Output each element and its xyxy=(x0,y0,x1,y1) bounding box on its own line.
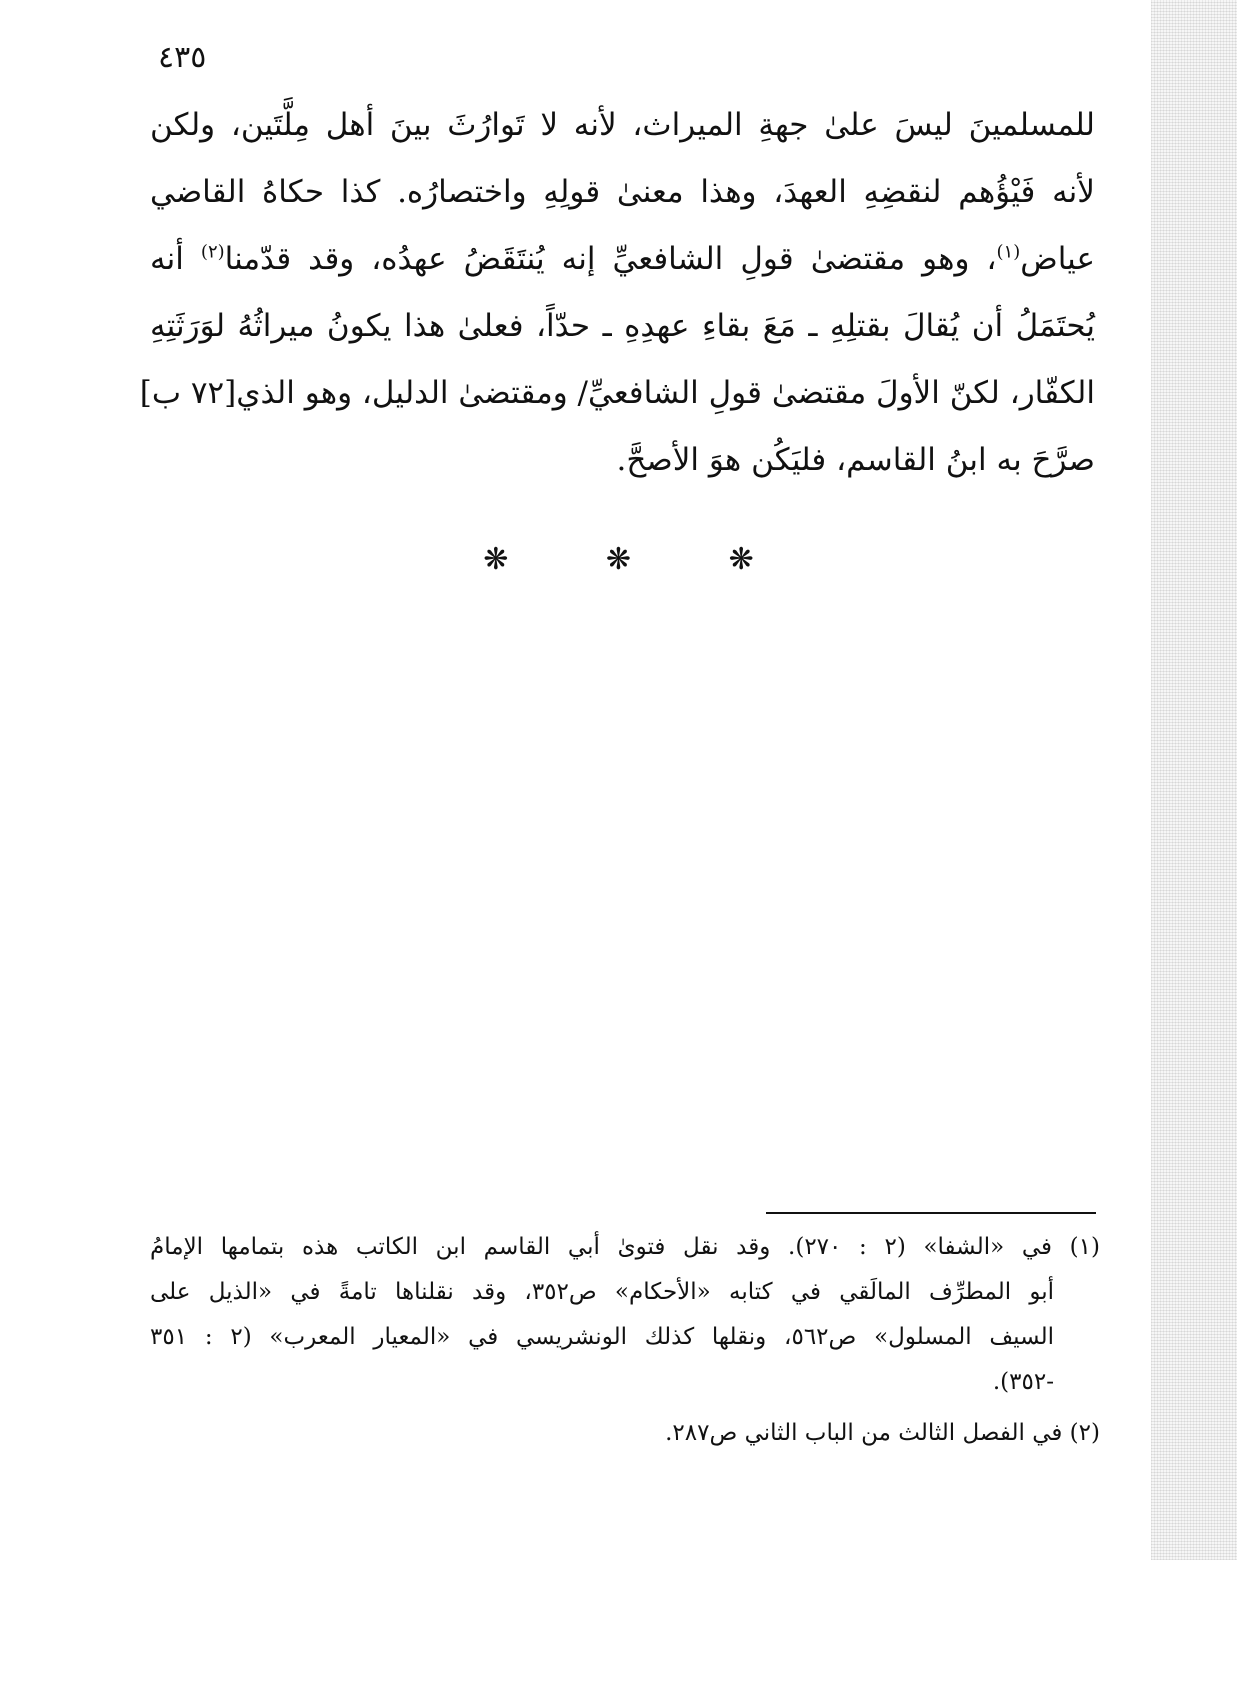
text-line-6: صرَّحَ به ابنُ القاسم، فليَكُن هوَ الأصحَّ. xyxy=(616,442,1095,478)
main-paragraph xyxy=(139,92,1096,494)
footnote-1-line-1: (١) في «الشفا» (٢ : ٢٧٠). وقد نقل فتوىٰ أبي القاسم ابن الكاتب هذه بتمامها الإمامُ xyxy=(150,1234,1100,1260)
footnote-ref-2[interactable]: (٢) xyxy=(200,241,225,263)
footnote-1-line-2: أبو المطرِّف المالَقي في كتابه «الأحكام» ص٣٥٢، وقد نقلناها تامةً في «الذيل على xyxy=(150,1279,1054,1305)
footnote-2-line-1: (٢) في الفصل الثالث من الباب الثاني ص٢٨٧. xyxy=(665,1420,1100,1446)
asterism-icon: ❋ xyxy=(483,542,509,577)
page-number: ٤٣٥ xyxy=(158,40,207,75)
footnote-1-line-3: السيف المسلول» ص٥٦٢، ونقلها كذلك الونشريسي في «المعيار المعرب» (٢ : ٣٥١ xyxy=(150,1324,1055,1350)
footnotes xyxy=(150,1225,1100,1462)
text-line-3-part-a: عياض xyxy=(1020,241,1096,277)
asterism-icon: ❋ xyxy=(728,542,754,577)
text-line-4: يُحتَمَلُ أن يُقالَ بقتلِهِ ـ مَعَ بقاءِ عهدِهِ ـ حدّاً، فعلىٰ هذا يكونُ ميراثُهُ لوَرَثَتِهِ xyxy=(150,308,1095,344)
footnote-1 xyxy=(150,1225,1100,1405)
text-line-3 xyxy=(150,226,1095,293)
text-line-2: لأنه فَيْؤُهم لنقضِهِ العهدَ، وهذا معنىٰ قولِهِ واختصارُه. كذا حكاهُ القاضي xyxy=(150,174,1095,210)
scan-edge-texture xyxy=(1151,0,1237,1560)
section-divider-ornament xyxy=(0,542,1237,577)
text-line-3-part-b: ، وهو مقتضىٰ قولِ الشافعيِّ إنه يُنتَقَضُ عهدُه، وقد قدّمنا xyxy=(224,241,997,277)
footnote-ref-1[interactable]: (١) xyxy=(996,241,1021,263)
main-text xyxy=(139,92,1096,494)
asterism-icon: ❋ xyxy=(605,542,632,577)
footnote-separator xyxy=(766,1212,1096,1214)
text-line-1: للمسلمينَ ليسَ علىٰ جهةِ الميراث، لأنه لا تَوارُثَ بينَ أهل مِلَّتَين، ولكن xyxy=(150,107,1095,143)
footnote-2 xyxy=(150,1411,1100,1456)
footnote-1-line-4: -٣٥٢). xyxy=(992,1369,1054,1395)
text-line-3-part-c: أنه xyxy=(150,241,201,277)
text-line-5: الكفّار، لكنّ الأولَ مقتضىٰ قولِ الشافعيِّ/ ومقتضىٰ الدليل، وهو الذي[٧٢ ب] xyxy=(139,375,1095,411)
